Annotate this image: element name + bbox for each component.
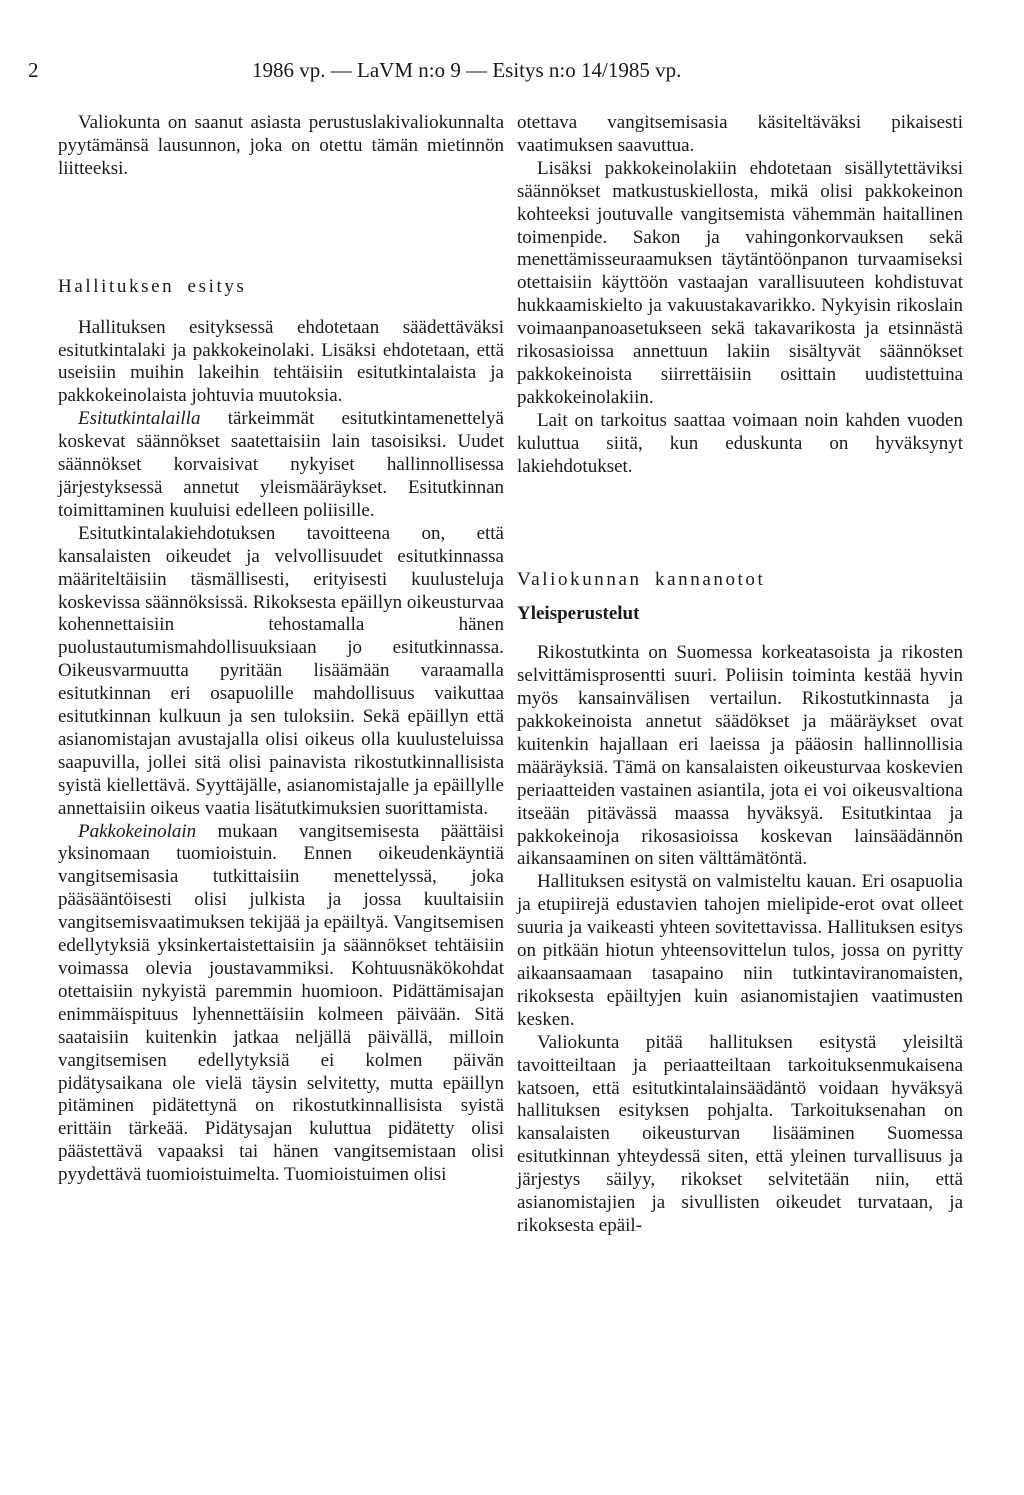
left-column	[58, 112, 504, 1187]
paragraph: Lait on tarkoitus saattaa voimaan noin kahden vuoden kuluttua siitä, kun eduskunta on hyväksynyt lakiehdotukset.	[517, 409, 963, 477]
subheading-yleisperustelut: Yleisperustelut	[517, 603, 640, 625]
paragraph: Valiokunta pitää hallituksen esitystä yleisiltä tavoitteiltaan ja periaatteiltaan tarkoituksenmukaisena katsoen, että esitutkintalainsäädäntö voidaan hyväksyä hallituksen esityksen pohjalta. Tarkoituksenahan on kansalaisten oikeusturvan lisääminen Suomessa esitutkinnan yhteydessä siten, että yleinen turvallisuus ja järjestys säilyy, rikokset selvitetään niin, että asianomistajien ja sivullisten oikeudet turvataan, ja rikoksesta epäil-	[517, 1031, 963, 1236]
italic-term: Esitutkintalailla	[78, 408, 201, 430]
paragraph-text: tärkeimmät esitutkintamenettelyä koskevat säännökset saatettaisiin lain tasoisiksi. Uudet säännökset korvaisivat nykyiset hallinnollisessa järjestyksessä annetut yleismääräykset. Esitutkinnan toimittaminen kuuluisi edelleen poliisille.	[58, 408, 504, 521]
paragraph: Lisäksi pakkokeinolakiin ehdotetaan sisällytettäviksi säännökset matkustuskiellosta, mikä olisi pakkokeinon kohteeksi joutuvalle vangitsemista vähemmän haitallinen toimenpide. Sakon ja vahingonkorvauksen sekä menettämisseuraamuksen täytäntöönpanon turvaamiseksi otettaisiin käyttöön vastaajan varallisuuteen kohdistuvat hukkaamiskielto ja vakuustakavarikko. Nykyisin rikoslain voimaanpanoasetukseen sekä takavarikosta ja etsinnästä rikosasioissa annettuun lakiin sisältyvät säännökset pakkokeinoista siirrettäisiin osittain uudistettuina pakkokeinolakiin.	[517, 157, 963, 408]
paragraph: Esitutkintalakiehdotuksen tavoitteena on, että kansalaisten oikeudet ja velvollisuudet esitutkinnassa määriteltäisiin täsmällisesti, erityisesti kuulusteluja koskevissa säännöksissä. Rikoksesta epäillyn oikeusturvaa kohennettaisiin tehostamalla hänen puolustautumismahdollisuuksiaan jo esitutkinnassa. Oikeusvarmuutta pyritään lisäämään varaamalla esitutkinnan eri osapuolille mahdollisuus vaikuttaa esitutkinnan kulkuun ja sen tuloksiin. Sekä epäillyn että asianomistajan avustajalla olisi oikeus olla kuulusteluissa saapuvilla, jollei sitä olisi painavista rikostutkinnallisista syistä kiellettävä. Syyttäjälle, asianomistajalle ja epäillylle annettaisiin oikeus vaatia lisätutkimuksien suorittamista.	[58, 522, 504, 819]
intro-paragraph: Valiokunta on saanut asiasta perustuslakivaliokunnalta pyytämänsä lausunnon, joka on otettu tämän mietinnön liitteeksi.	[58, 112, 504, 179]
paragraph: Hallituksen esityksessä ehdotetaan säädettäväksi esitutkintalaki ja pakkokeinolaki. Lisäksi ehdotetaan, että useisiin muihin lakeihin tehtäisiin esitutkintalaista ja pakkokeinolaista johtuvia muutoksia.	[58, 316, 504, 407]
paragraph-text: mukaan vangitsemisesta päättäisi yksinomaan tuomioistuin. Ennen oikeudenkäyntiä vangitsemisasia tutkittaisiin menettelyssä, joka pääsääntöisesti olisi julkista ja jossa kuultaisiin vangitsemisvaatimuksen tekijää ja epäiltyä. Vangitsemisen edellytyksiä yksinkertaistettaisiin ja säännökset tehtäisiin voimassa olevia joustavammiksi. Kohtuusnäkökohdat otettaisiin nykyistä paremmin huomioon. Pidättämisajan enimmäispituus lyhennettäisiin kolmeen päivään. Sitä saataisiin kuitenkin jatkaa neljällä päivällä, milloin vangitsemisen edellytyksiä ei kolmen päivän pidätysaikana ole vielä täysin selvitetty, mutta epäillyn pitäminen pidätettynä on rikostutkinnallisista syistä erittäin tärkeää. Pidätysajan kuluttua pidätetty olisi päästettävä vapaaksi tai hänen vangitsemistaan olisi pyydettävä tuomioistuimelta. Tuomioistuimen olisi	[58, 820, 504, 1186]
right-column	[517, 112, 963, 1238]
paragraph-continued: otettava vangitsemisasia käsiteltäväksi pikaisesti vaatimuksen saavuttua.	[517, 112, 963, 156]
page-number: 2	[28, 58, 39, 82]
running-header: 1986 vp. — LaVM n:o 9 — Esitys n:o 14/1985 vp.	[252, 58, 682, 82]
italic-term: Pakkokeinolain	[78, 820, 197, 842]
paragraph: Hallituksen esitystä on valmisteltu kauan. Eri osapuolia ja etupiirejä edustavien tahojen mielipide-erot ovat olleet suuria ja vaikeasti yhteen sovitettavissa. Hallituksen esitys on pitkään hiotun yhteensovittelun tulos, jossa on pyritty aikaansaamaan tasapaino niin tutkintaviranomaisten, rikoksesta epäiltyjen kuin asianomistajien vaatimusten kesken.	[517, 871, 963, 1030]
paragraph	[58, 408, 504, 523]
section-heading-hallituksen-esitys: Hallituksen esitys	[58, 275, 247, 297]
paragraph	[58, 821, 504, 1188]
section-heading-valiokunnan-kannanotot: Valiokunnan kannanotot	[517, 568, 766, 590]
paragraph: Rikostutkinta on Suomessa korkeatasoista ja rikosten selvittämisprosentti suuri. Poliisin toiminta kestää hyvin myös kansainvälisen vertailun. Rikostutkinnasta ja pakkokeinoista annetut säädökset ja määräykset ovat kuitenkin hajallaan eri laeissa ja pääosin hallinnollisia määräyksiä. Tämä on kansalaisten oikeusturvaa koskevien periaatteiden vastainen asiantila, jota ei voi oikeusvaltiona itseään pitävässä maassa hyväksyä. Esitutkintaa ja pakkokeinoja rikosasioissa koskevan lainsäädännön aikansaaminen on siten välttämätöntä.	[517, 642, 963, 870]
